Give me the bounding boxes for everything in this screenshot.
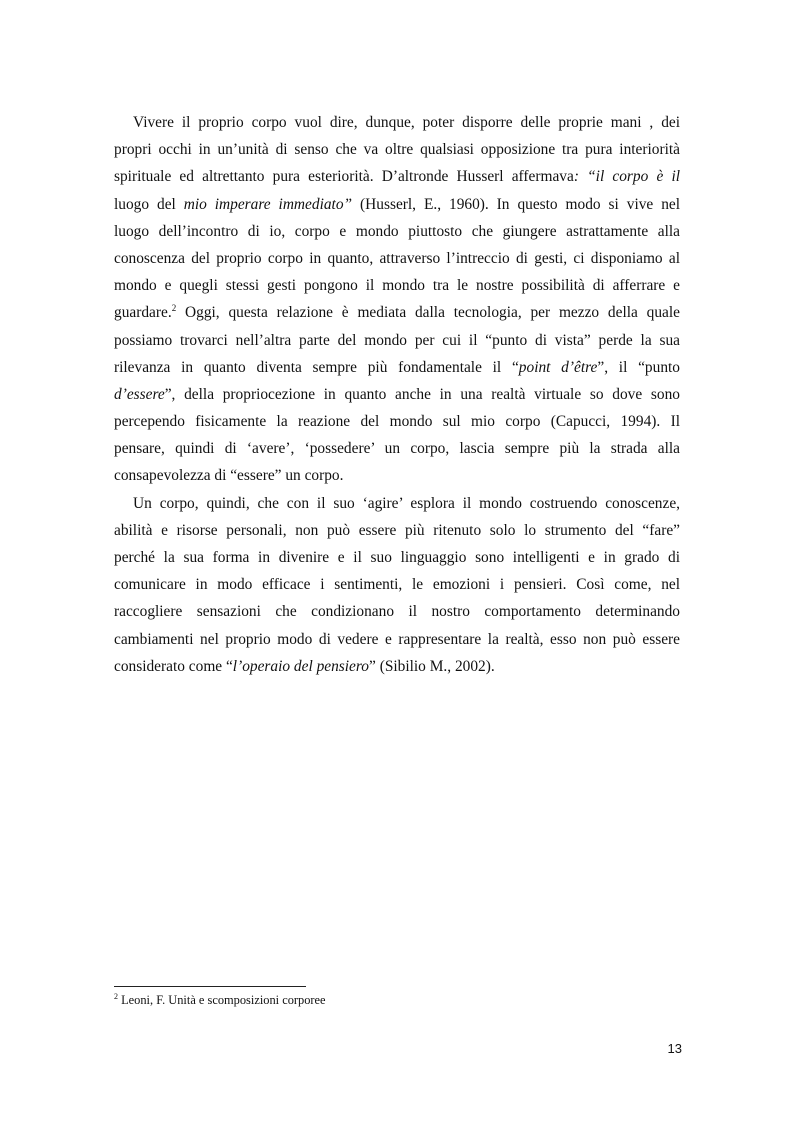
husserl-quote-end: mio imperare immediato” — [183, 195, 353, 213]
text-run: spirituale ed altrettanto pura esteriorità. D’altronde Husserl affermava — [114, 168, 574, 186]
text-line: raccogliere sensazioni che condizionano il nostro comportamento determinando — [114, 603, 680, 621]
text-line: Vivere il proprio corpo vuol dire, dunque, poter disporre delle proprie mani , dei — [133, 114, 680, 131]
footnote-reference: 2 — [171, 303, 177, 314]
text-line: abilità e risorse personali, non può essere più ritenuto solo lo strumento del “fare” — [114, 521, 680, 539]
text-line: conoscenza del proprio corpo in quanto, attraverso l’intreccio di gesti, ci disponiamo al — [114, 249, 680, 267]
text-run: (Husserl, E., 1960). In questo modo si vive nel — [352, 195, 680, 213]
paragraph-1 — [114, 109, 680, 490]
text-run: luogo del — [114, 195, 184, 213]
text-line: perché la sua forma in divenire e il suo linguaggio sono intelligenti e in grado di — [114, 549, 680, 566]
text-line: cambiamenti nel proprio modo di vedere e rappresentare la realtà, esso non può essere — [114, 630, 680, 648]
text-line — [114, 191, 680, 218]
text-line: comunicare in modo efficace i sentimenti, le emozioni i pensieri. Così come, nel — [114, 576, 680, 594]
text-line — [114, 163, 680, 190]
text-line: pensare, quindi di ‘avere’, ‘possedere’ un corpo, lascia sempre più la strada alla — [114, 440, 680, 458]
footnote-separator — [114, 986, 306, 987]
text-line: mondo e quegli stessi gesti pongono il mondo tra le nostre possibilità di afferrare e — [114, 277, 680, 295]
footnote — [114, 992, 326, 1008]
text-line — [114, 381, 680, 408]
text-run: ”, il “punto — [597, 358, 680, 376]
text-run: considerato come “ — [114, 657, 233, 675]
italic-term: d’essere — [114, 385, 165, 403]
text-run: rilevanza in quanto diventa sempre più fondamentale il “ — [114, 358, 519, 376]
text-line — [114, 299, 680, 326]
text-line — [114, 653, 680, 680]
footnote-number: 2 — [114, 991, 118, 1001]
colon-italic: : — [573, 168, 579, 186]
footnote-text: Leoni, F. Unità e scomposizioni corporee — [118, 993, 326, 1007]
text-line — [114, 354, 680, 381]
text-line: percependo fisicamente la reazione del mondo sul mio corpo (Capucci, 1994). Il — [114, 413, 680, 431]
text-run: guardare. — [114, 304, 172, 322]
italic-term: l’operaio del pensiero — [232, 657, 370, 675]
body-text — [114, 109, 680, 680]
page-number: 13 — [667, 1041, 682, 1056]
text-run: Oggi, questa relazione è mediata dalla tecnologia, per mezzo della quale — [176, 304, 680, 322]
paragraph-2 — [114, 490, 680, 680]
italic-term: point d’être — [518, 358, 598, 376]
text-line: possiamo trovarci nell’altra parte del mondo per cui il “punto di vista” perde la sua — [114, 331, 680, 349]
text-line: Un corpo, quindi, che con il suo ‘agire’ esplora il mondo costruendo conoscenze, — [133, 494, 680, 512]
text-run: ” (Sibilio M., 2002). — [369, 657, 495, 675]
text-line: propri occhi in un’unità di senso che va oltre qualsiasi opposizione tra pura interiorità — [114, 141, 680, 159]
husserl-quote-start: “il corpo è il — [578, 168, 680, 186]
text-run: ”, della propriocezione in quanto anche in una realtà virtuale so dove sono — [164, 385, 680, 403]
text-line: luogo dell’incontro di io, corpo e mondo piuttosto che giungere astrattamente alla — [114, 222, 680, 240]
text-line: consapevolezza di “essere” un corpo. — [114, 467, 344, 485]
